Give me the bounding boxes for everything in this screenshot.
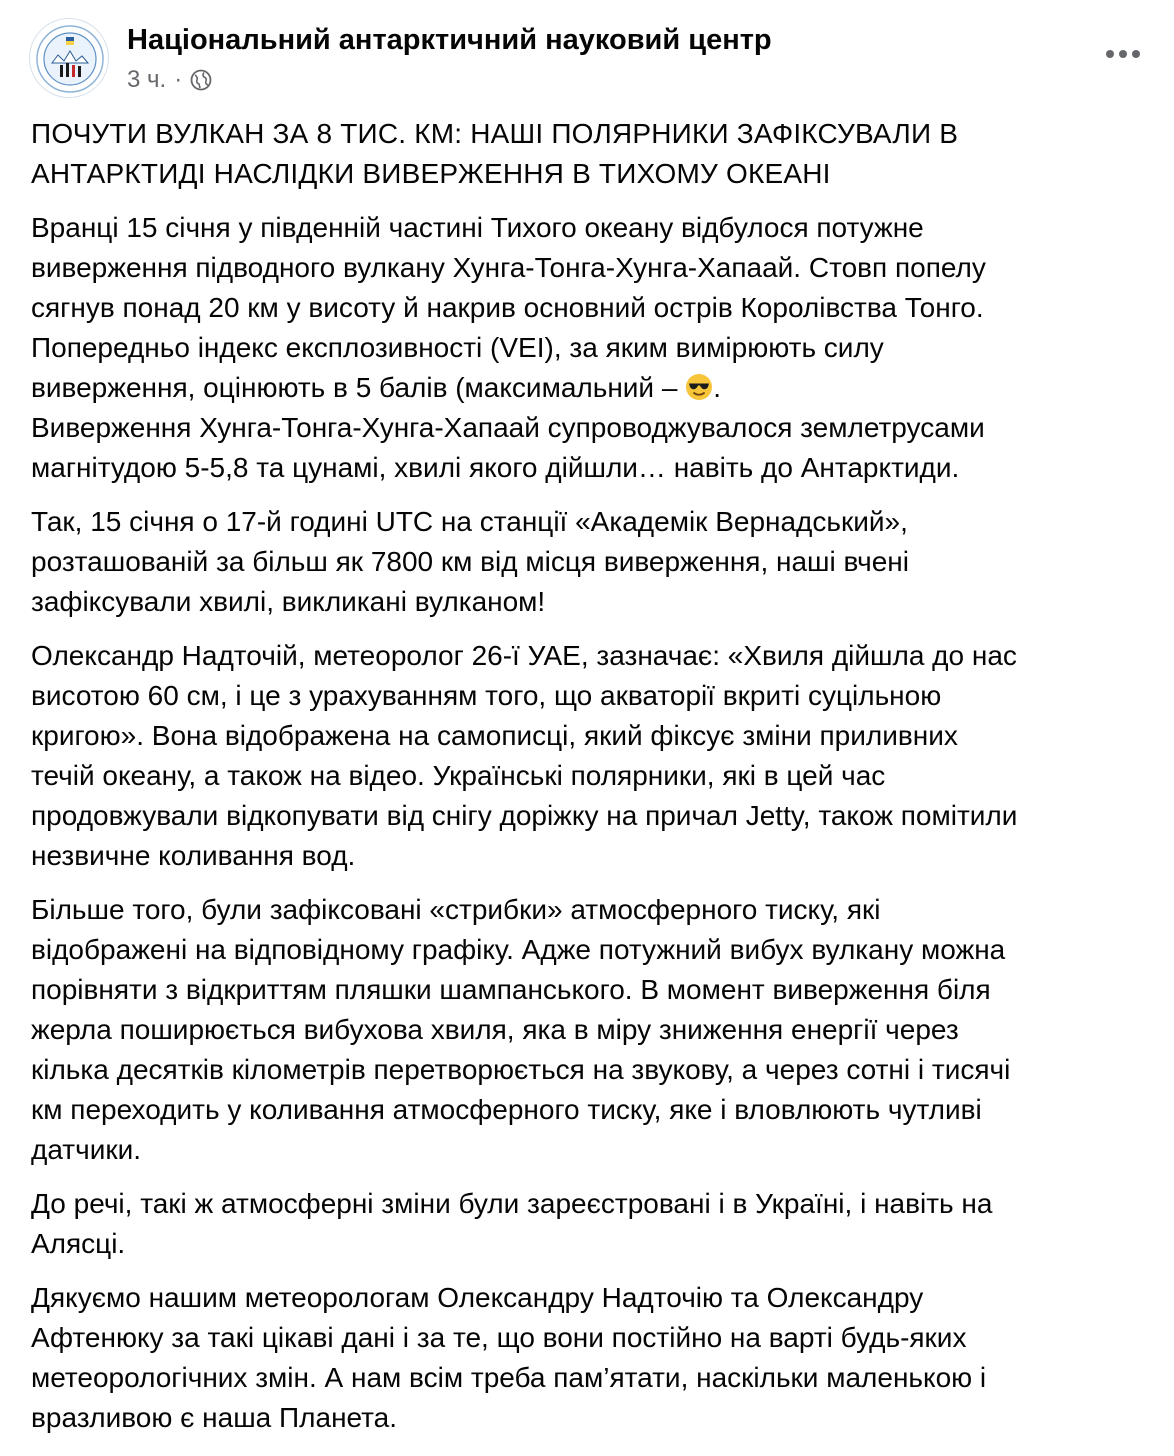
globe-icon[interactable] bbox=[190, 69, 212, 91]
avatar[interactable] bbox=[29, 18, 109, 98]
paragraph-5: До речі, такі ж атмосферні зміни були зареєстровані і в Україні, і навіть на Алясці. bbox=[31, 1188, 993, 1259]
avatar-logo-icon bbox=[30, 19, 109, 98]
sunglasses-emoji-icon bbox=[685, 372, 713, 400]
post-heading: ПОЧУТИ ВУЛКАН ЗА 8 ТИС. КМ: НАШІ ПОЛЯРНИКИ ЗАФІКСУВАЛИ В АНТАРКТИДІ НАСЛІДКИ ВИВЕРЖЕННЯ В ТИХОМУ ОКЕАНІ bbox=[31, 118, 959, 189]
paragraph-3: Олександр Надточій, метеоролог 26-ї УАЕ, зазначає: «Хвиля дійшла до нас висотою 60 см, і це з урахуванням того, що акваторії вкриті суцільною кригою». Вона відображена на самописці, який фіксує зміни приливних течій океану, а також на відео. Українські полярники, які в цей час продовжували відкопувати від снігу доріжку на причал Jetty, також помітили незвичне коливання вод. bbox=[31, 640, 1018, 871]
more-options-button[interactable] bbox=[1101, 38, 1145, 70]
meta-separator: · bbox=[174, 66, 183, 93]
paragraph-1-text-start: Вранці 15 січня у південній частині Тихого океану відбулося потужне виверження підводного вулкану Хунга-Тонга-Хунга-Хапаай. Стовп попелу сягнув понад 20 км у висоту й накрив основний острів Королівства Тонго. Попередньо індекс експлозивності (VEI), за яким вимірюють силу виверження, оцінюють в 5 балів (максимальний – bbox=[31, 212, 986, 403]
paragraph-1-text-end: . Виверження Хунга-Тонга-Хунга-Хапаай супроводжувалося землетрусами магнітудою 5-5,8 та цунамі, хвилі якого дійшли… навіть до Антарктиди. bbox=[31, 372, 985, 483]
post-header bbox=[29, 18, 1149, 102]
post-body bbox=[31, 114, 1156, 1452]
page-name-link[interactable]: Національний антарктичний науковий центр bbox=[127, 24, 772, 56]
paragraph-4: Більше того, були зафіксовані «стрибки» атмосферного тиску, які відображені на відповідному графіку. Адже потужний вибух вулкану можна порівняти з відкриттям пляшки шампанського. В момент виверження біля жерла поширюється вибухова хвиля, яка в міру зниження енергії через кілька десятків кілометрів перетворюється на звукову, а через сотні і тисячі км переходить у коливання атмосферного тиску, яке і вловлюють чутливі датчики. bbox=[31, 894, 1011, 1165]
more-horizontal-icon bbox=[1105, 49, 1141, 59]
post-timestamp[interactable]: 3 ч. bbox=[127, 66, 167, 93]
paragraph-1 bbox=[31, 208, 1156, 488]
post-meta bbox=[127, 66, 212, 94]
paragraph-2: Так, 15 січня о 17-й годині UTC на станції «Академік Вернадський», розташованій за більш як 7800 км від місця виверження, наші вчені зафіксували хвилі, викликані вулканом! bbox=[31, 506, 909, 617]
paragraph-6: Дякуємо нашим метеорологам Олександру Надточію та Олександру Афтенюку за такі цікаві дані і за те, що вони постійно на варті будь-яких метеорологічних змін. А нам всім треба пам’ятати, наскільки маленькою і вразливою є наша Планета. bbox=[31, 1282, 987, 1433]
